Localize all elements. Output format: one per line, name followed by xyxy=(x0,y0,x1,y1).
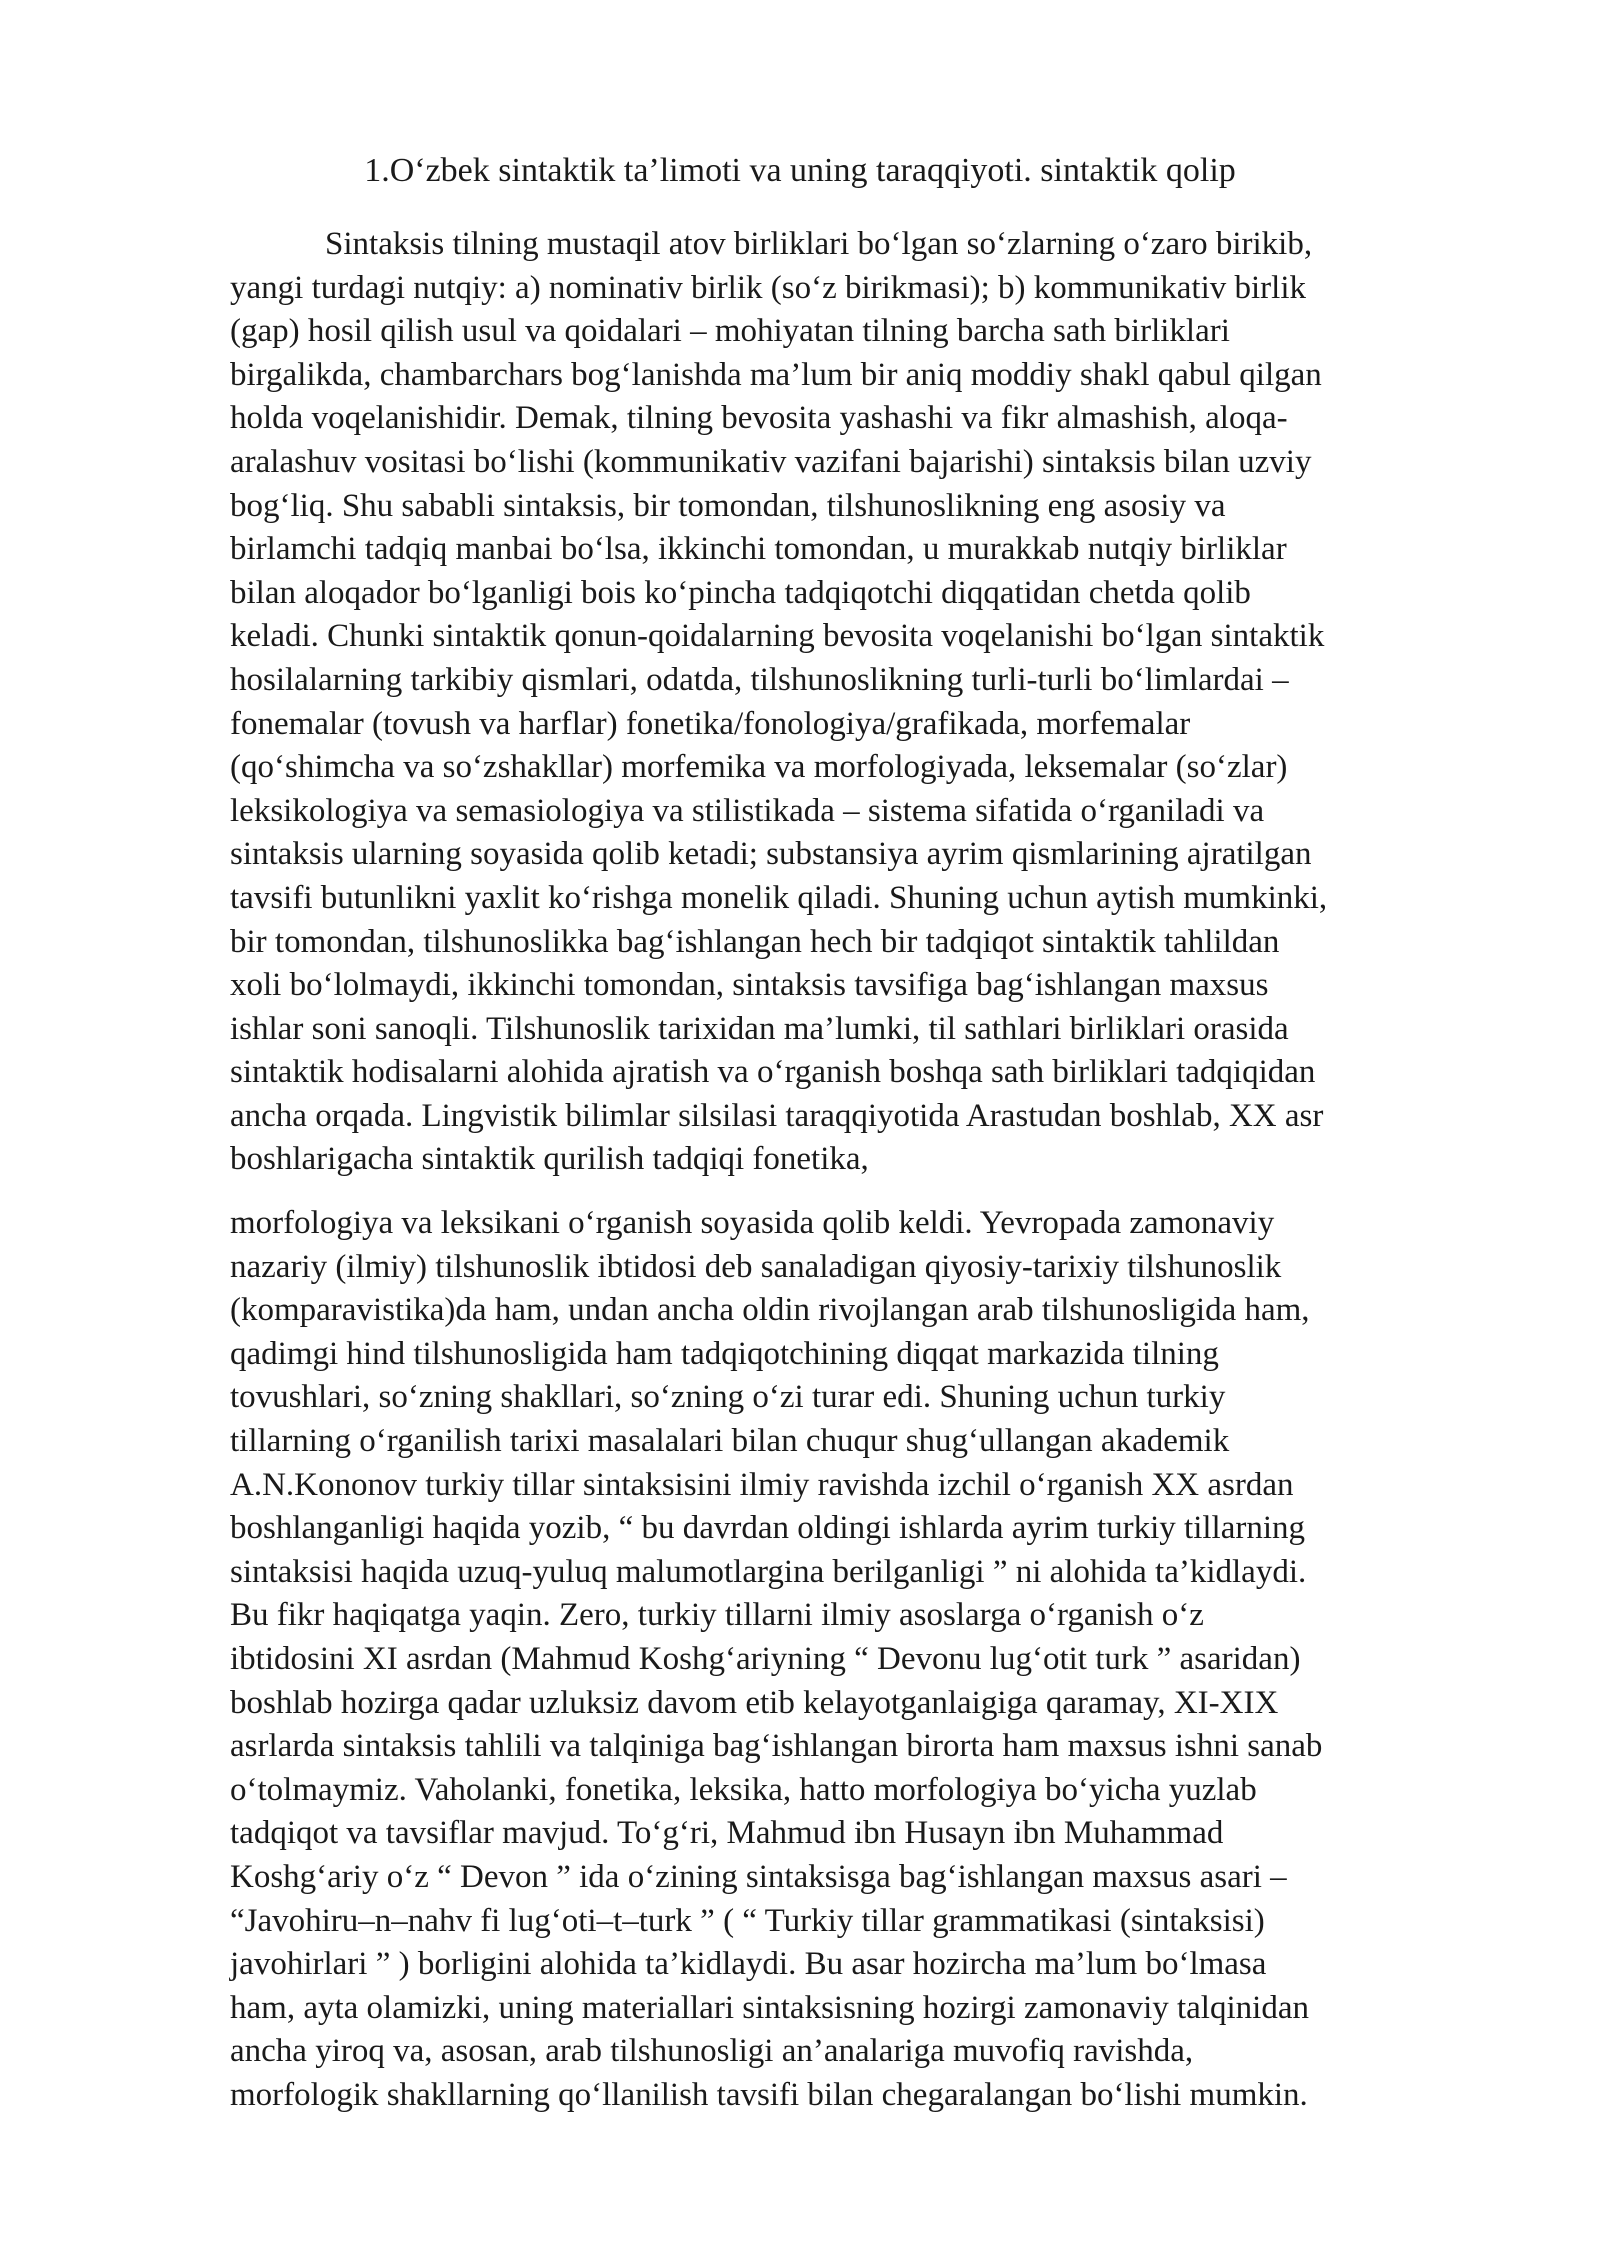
text-line: hosilalarning tarkibiy qismlari, odatda, tilshunoslikning turli-turli bo‘limlardai – xyxy=(230,661,1289,698)
text-line: holda voqelanishidir. Demak, tilning bevosita yashashi va fikr almashish, aloqa- xyxy=(230,400,1288,437)
text-line: tillarning o‘rganilish tarixi masalalari bilan chuqur shug‘ullangan akademik xyxy=(230,1423,1230,1460)
text-line: xoli bo‘lolmaydi, ikkinchi tomondan, sintaksis tavsifiga bag‘ishlangan maxsus xyxy=(230,967,1269,1004)
text-line: (komparavistika)da ham, undan ancha oldin rivojlangan arab tilshunosligida ham, xyxy=(230,1292,1310,1329)
text-line: Sintaksis tilning mustaqil atov birliklari bo‘lgan so‘zlarning o‘zaro birikib, xyxy=(325,226,1313,262)
text-line: A.N.Kononov turkiy tillar sintaksisini ilmiy ravishda izchil o‘rganish XX asrdan xyxy=(230,1466,1294,1503)
text-line: ibtidosini XI asrdan (Mahmud Koshg‘ariyning “ Devonu lug‘otit turk ” asaridan) xyxy=(230,1641,1301,1677)
text-line: (qo‘shimcha va so‘zshakllar) morfemika va morfologiyada, leksemalar (so‘zlar) xyxy=(230,749,1288,786)
text-line: ishlar soni sanoqli. Tilshunoslik tarixidan ma’lumki, til sathlari birliklari orasida xyxy=(230,1010,1289,1047)
text-line: Koshg‘ariy o‘z “ Devon ” ida o‘zining sintaksisga bag‘ishlangan maxsus asari – xyxy=(230,1858,1287,1895)
text-line: sintaksisi haqida uzuq-yuluq malumotlargina berilganligi ” ni alohida ta’kidlaydi. xyxy=(230,1553,1307,1590)
text-line: Bu fikr haqiqatga yaqin. Zero, turkiy tillarni ilmiy asoslarga o‘rganish o‘z xyxy=(230,1597,1204,1634)
text-line: leksikologiya va semasiologiya va stilistikada – sistema sifatida o‘rganiladi va xyxy=(230,792,1265,829)
text-line: sintaksis ularning soyasida qolib ketadi; substansiya ayrim qismlarining ajratilgan xyxy=(230,836,1312,873)
text-line: ham, ayta olamizki, uning materiallari sintaksisning hozirgi zamonaviy talqinidan xyxy=(230,1989,1309,2026)
text-line: tadqiqot va tavsiflar mavjud. To‘g‘ri, Mahmud ibn Husayn ibn Muhammad xyxy=(230,1815,1224,1852)
paragraph-2 xyxy=(230,1202,1490,2117)
text-line: tavsifi butunlikni yaxlit ko‘rishga monelik qiladi. Shuning uchun aytish mumkinki, xyxy=(230,879,1328,916)
paragraph-gap xyxy=(230,1182,1490,1202)
text-line: aralashuv vositasi bo‘lishi (kommunikativ vazifani bajarishi) sintaksis bilan uzviy xyxy=(230,443,1312,480)
text-line: birgalikda, chambarchars bog‘lanishda ma’lum bir aniq moddiy shakl qabul qilgan xyxy=(230,356,1322,393)
text-line: morfologiya va leksikani o‘rganish soyasida qolib keldi. Yevropada zamonaviy xyxy=(230,1205,1275,1242)
text-line: tovushlari, so‘zning shakllari, so‘zning o‘zi turar edi. Shuning uchun turkiy xyxy=(230,1379,1226,1416)
text-line: o‘tolmaymiz. Vaholanki, fonetika, leksika, hatto morfologiya bo‘yicha yuzlab xyxy=(230,1771,1257,1808)
text-line: birlamchi tadqiq manbai bo‘lsa, ikkinchi tomondan, u murakkab nutqiy birliklar xyxy=(230,531,1287,568)
text-line: asrlarda sintaksis tahlili va talqiniga bag‘ishlangan birorta ham maxsus ishni sanab xyxy=(230,1728,1323,1765)
paragraph-1 xyxy=(230,223,1490,1182)
text-line: ancha orqada. Lingvistik bilimlar silsilasi taraqqiyotida Arastudan boshlab, XX asr xyxy=(230,1097,1324,1134)
text-line: boshlarigacha sintaktik qurilish tadqiqi fonetika, xyxy=(230,1141,869,1178)
text-line: bilan aloqador bo‘lganligi bois ko‘pincha tadqiqotchi diqqatidan chetda qolib xyxy=(230,574,1251,611)
text-line: keladi. Chunki sintaktik qonun-qoidalarning bevosita voqelanishi bo‘lgan sintaktik xyxy=(230,618,1325,655)
text-line: sintaktik hodisalarni alohida ajratish va o‘rganish boshqa sath birliklari tadqiqidan xyxy=(230,1054,1316,1091)
page-title: 1.O‘zbek sintaktik ta’limoti va uning taraqqiyoti. sintaktik qolip xyxy=(364,152,1236,189)
document-body xyxy=(230,223,1490,2118)
text-line: bog‘liq. Shu sababli sintaksis, bir tomondan, tilshunoslikning eng asosiy va xyxy=(230,487,1226,524)
text-line: boshlab hozirga qadar uzluksiz davom etib kelayotganlaigiga qaramay, XI-XIX xyxy=(230,1684,1279,1721)
text-line: (gap) hosil qilish usul va qoidalari – mohiyatan tilning barcha sath birliklari xyxy=(230,313,1230,350)
text-line: morfologik shakllarning qo‘llanilish tavsifi bilan chegaralangan bo‘lishi mumkin. xyxy=(230,2076,1308,2113)
text-line: qadimgi hind tilshunosligida ham tadqiqotchining diqqat markazida tilning xyxy=(230,1335,1219,1372)
text-line: boshlanganligi haqida yozib, “ bu davrdan oldingi ishlarda ayrim turkiy tillarning xyxy=(230,1510,1306,1547)
text-line: yangi turdagi nutqiy: a) nominativ birlik (so‘z birikmasi); b) kommunikativ birlik xyxy=(230,269,1306,306)
text-line: ancha yiroq va, asosan, arab tilshunosligi an’analariga muvofiq ravishda, xyxy=(230,2033,1194,2070)
text-line: “Javohiru–n–nahv fi lug‘oti–t–turk ” ( “ Turkiy tillar grammatikasi (sintaksisi) xyxy=(230,1902,1265,1939)
text-line: javohirlari ” ) borligini alohida ta’kidlaydi. Bu asar hozircha ma’lum bo‘lmasa xyxy=(230,1946,1267,1983)
text-line: nazariy (ilmiy) tilshunoslik ibtidosi deb sanaladigan qiyosiy-tarixiy tilshunoslik xyxy=(230,1248,1282,1285)
text-line: bir tomondan, tilshunoslikka bag‘ishlangan hech bir tadqiqot sintaktik tahlildan xyxy=(230,923,1280,960)
text-line: fonemalar (tovush va harflar) fonetika/fonologiya/grafikada, morfemalar xyxy=(230,705,1191,742)
